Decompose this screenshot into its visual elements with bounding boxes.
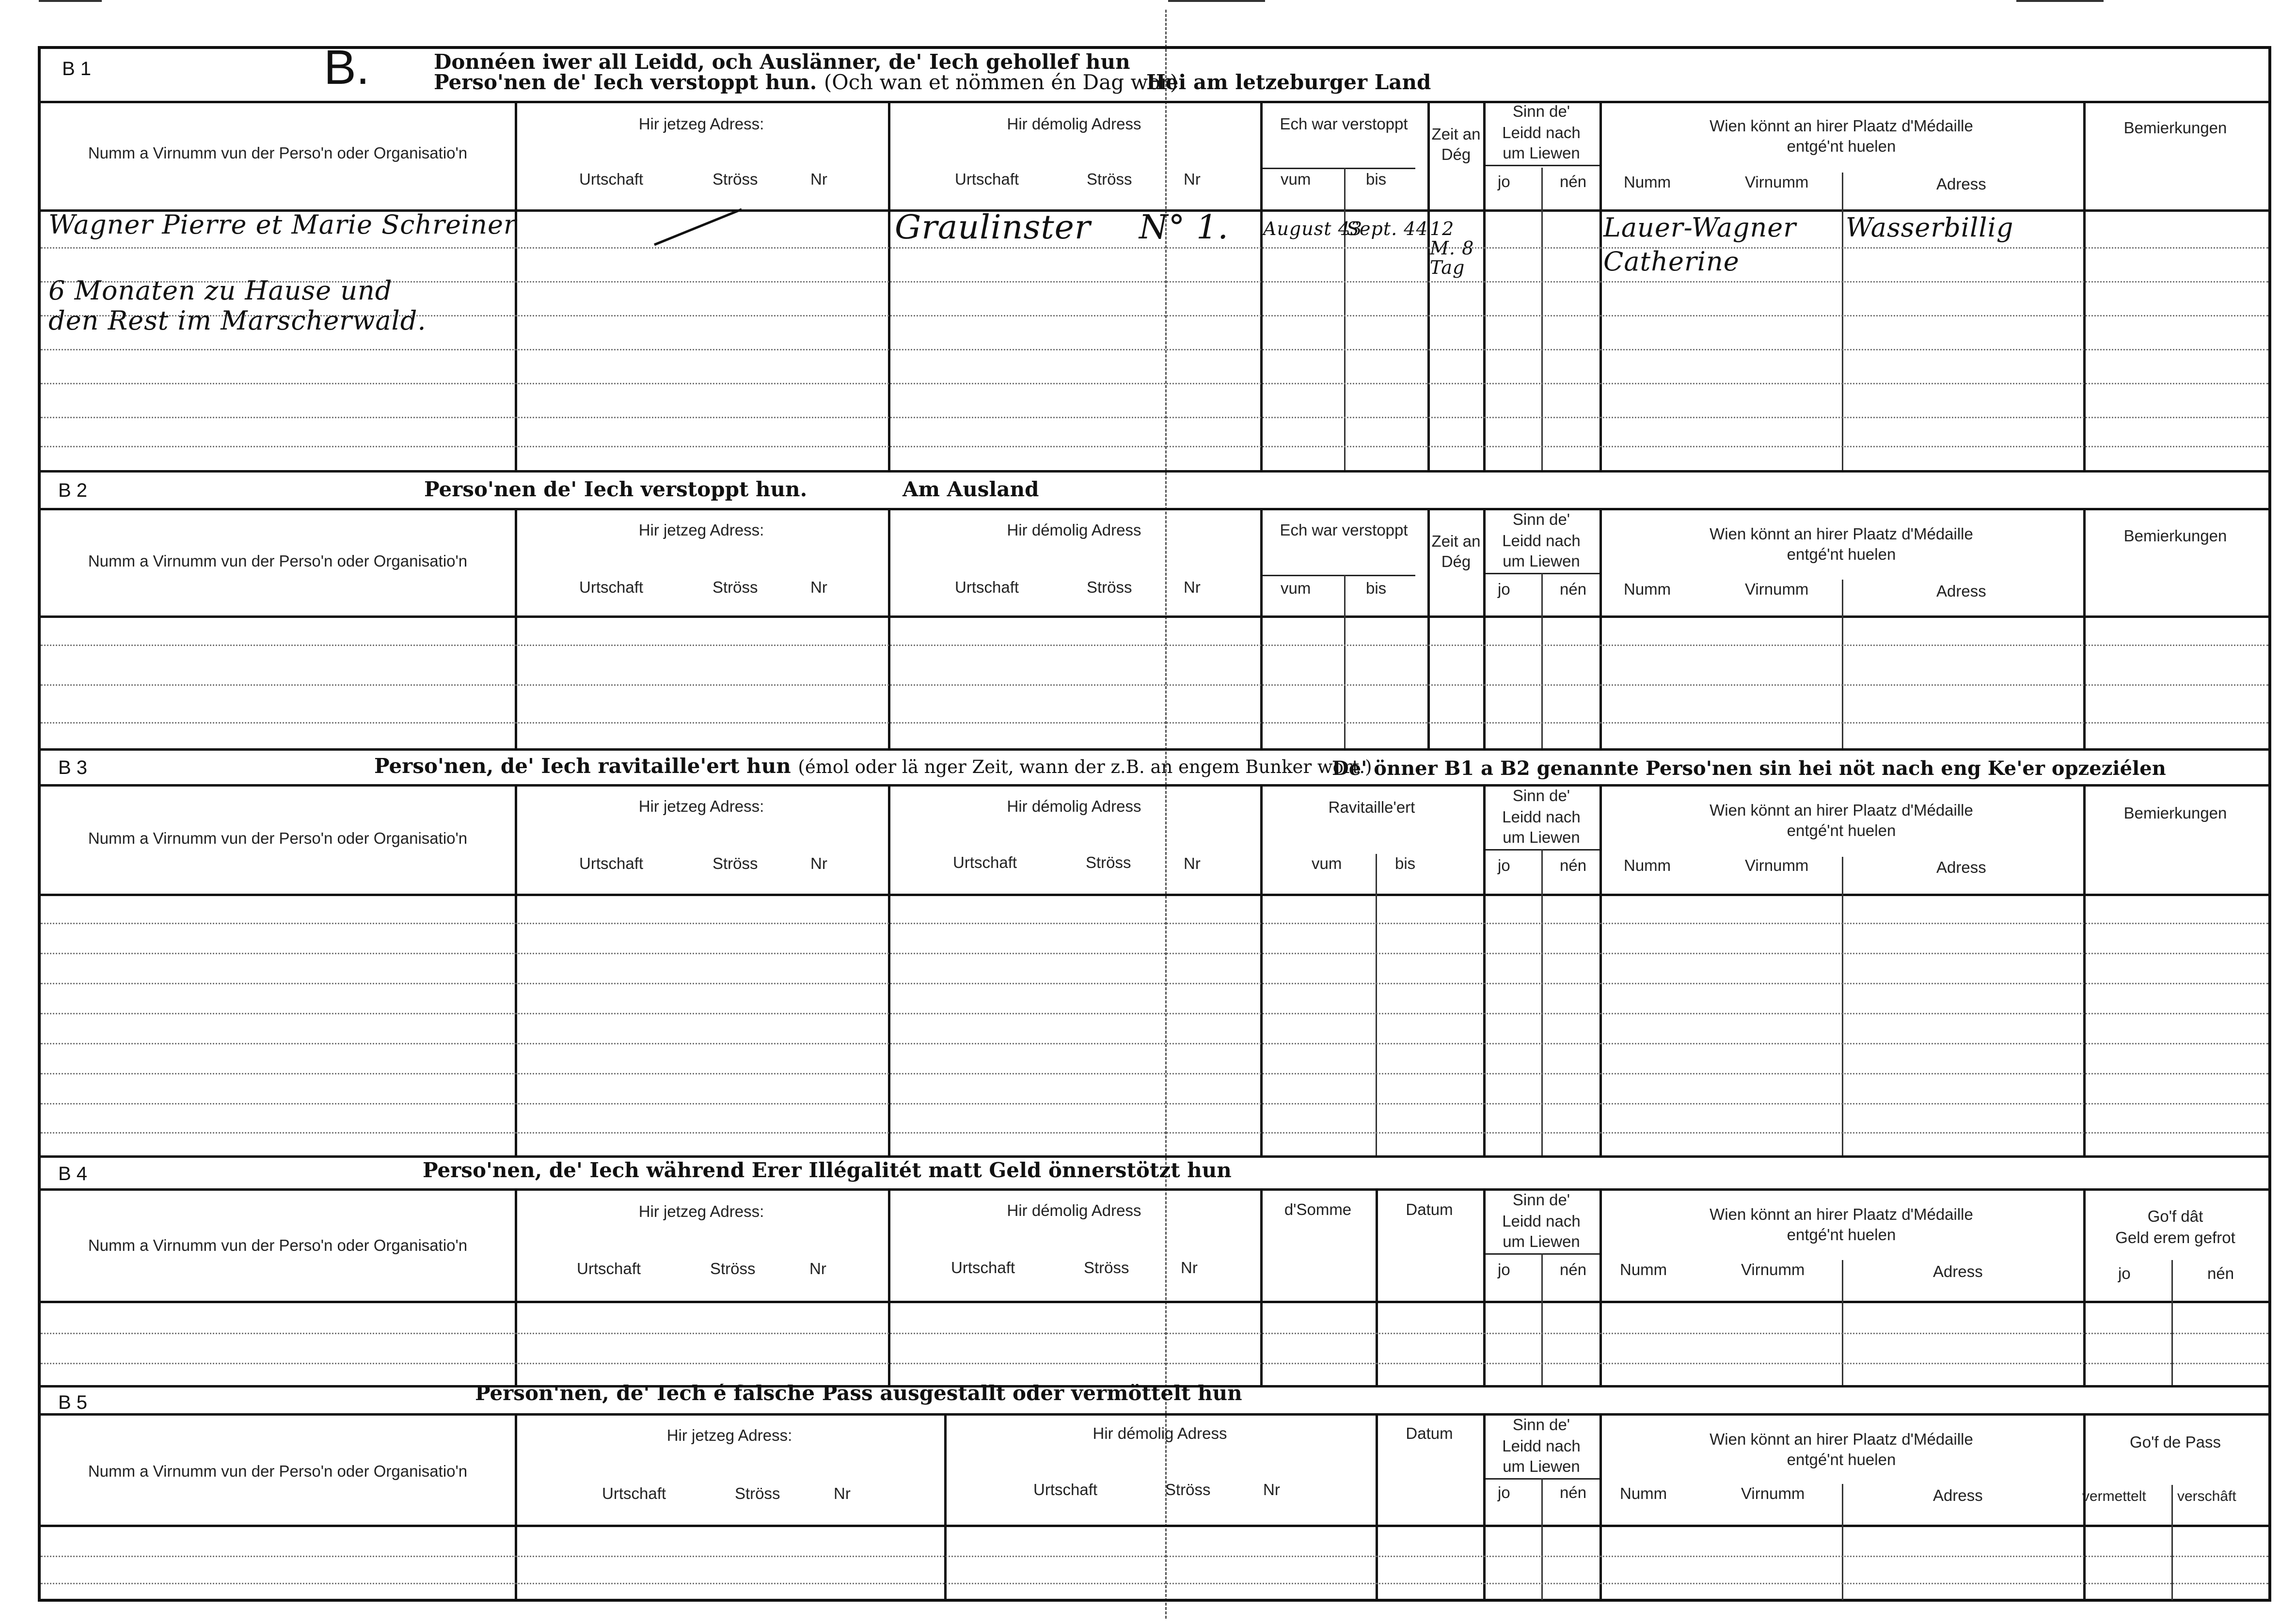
row-line [41, 645, 2268, 646]
col-line [1344, 168, 1346, 470]
col-line [1260, 508, 1263, 748]
number-header: Nr [810, 170, 827, 188]
address-header: Adress [1936, 858, 1986, 876]
yes-header: jo [1498, 580, 1510, 598]
street-header: Ströss [1084, 1259, 1129, 1277]
medal-header-1: Wien könnt an hirer Plaatz d'Médaille [1710, 1430, 1973, 1448]
rule [41, 894, 2268, 896]
col-line [515, 508, 517, 748]
name-header: Numm a Virnumm vun der Perso'n oder Organisatio'n [88, 1236, 468, 1254]
row-line [41, 983, 2268, 984]
alive-header-3: um Liewen [1503, 1457, 1580, 1475]
row-line [41, 383, 2268, 384]
rule [41, 1188, 2268, 1191]
issued-header: vermettelt [2082, 1488, 2146, 1504]
alive-header-1: Sinn de' [1512, 787, 1570, 804]
city-header: Urtschaft [951, 1259, 1015, 1277]
medal-header-2: entgé'nt huelen [1787, 545, 1896, 563]
street-header: Ströss [1087, 170, 1132, 188]
city-header: Urtschaft [955, 578, 1019, 596]
section-title: Perso'nen, de' Iech während Erer Illégalitét matt Geld önnerstötzt hun [423, 1158, 1232, 1182]
section-label: B 4 [58, 1163, 88, 1184]
medal-header-1: Wien könnt an hirer Plaatz d'Médaille [1710, 801, 1973, 819]
handwritten-former-number: N° 1. [1139, 208, 1229, 247]
street-header: Ströss [1086, 853, 1131, 871]
yes-header: jo [1498, 173, 1510, 190]
no-header: nén [2207, 1264, 2234, 1282]
address-header: Adress [1936, 582, 1986, 600]
current-address-header: Hir jetzeg Adress: [666, 1426, 792, 1444]
remarks-header: Bemierkungen [2123, 527, 2227, 545]
number-header: Nr [809, 1260, 826, 1277]
city-header: Urtschaft [579, 854, 644, 872]
street-header: Ströss [1165, 1481, 1211, 1498]
col-line [1376, 854, 1377, 1155]
former-address-header: Hir démolig Adress [1007, 521, 1141, 539]
section-subtitle [434, 70, 1178, 94]
row-line [41, 684, 2268, 686]
to-header: bis [1366, 579, 1387, 597]
handwritten-name: Wagner Pierre et Marie Schreiner [48, 209, 517, 240]
from-header: vum [1281, 579, 1311, 597]
firstname-header: Virnumm [1745, 580, 1809, 598]
row-line [41, 1013, 2268, 1014]
col-line [1541, 168, 1543, 470]
street-header: Ströss [712, 170, 758, 188]
rule [41, 1413, 2268, 1416]
name-header: Numm a Virnumm vun der Perso'n oder Organisatio'n [88, 829, 468, 847]
current-address-header: Hir jetzeg Adress: [638, 797, 764, 815]
edge-mark [39, 0, 102, 2]
col-line [1541, 1478, 1543, 1600]
col-line [515, 101, 517, 470]
row-line [41, 722, 2268, 724]
yes-header: jo [1498, 1261, 1510, 1278]
row-line [41, 1363, 2268, 1364]
row-line [41, 923, 2268, 924]
from-header: vum [1281, 170, 1311, 188]
current-address-header: Hir jetzeg Adress: [638, 1202, 764, 1220]
yes-header: jo [1498, 856, 1510, 874]
date-header: Datum [1406, 1424, 1453, 1442]
rule [41, 508, 2268, 510]
handwritten-days: 12 M. 8 Tag [1430, 218, 1474, 278]
surname-header: Numm [1620, 1484, 1667, 1502]
col-line [2083, 101, 2086, 470]
col-line [888, 508, 890, 748]
sum-header: d'Somme [1284, 1200, 1352, 1218]
street-header: Ströss [1087, 578, 1132, 596]
city-header: Urtschaft [577, 1260, 641, 1277]
col-line [2083, 784, 2086, 1155]
dash-mark [649, 204, 746, 252]
name-header: Numm a Virnumm vun der Perso'n oder Organisatio'n [88, 552, 468, 570]
alive-header-2: Leidd nach [1502, 1212, 1581, 1230]
section-label: B 3 [58, 757, 88, 778]
alive-header-3: um Liewen [1503, 552, 1580, 570]
rule [1260, 575, 1415, 576]
number-header: Nr [1184, 170, 1201, 188]
rule [41, 1525, 2268, 1527]
col-line [1541, 1253, 1543, 1385]
city-header: Urtschaft [955, 170, 1019, 188]
edge-mark [2016, 0, 2104, 2]
rule [41, 101, 2268, 103]
number-header: Nr [834, 1484, 851, 1502]
medal-header-2: entgé'nt huelen [1787, 137, 1896, 155]
handwritten-note: 6 Monaten zu Hause und [48, 275, 393, 306]
row-line [41, 953, 2268, 954]
address-header: Adress [1936, 175, 1986, 193]
medal-header-2: entgé'nt huelen [1787, 821, 1896, 839]
row-line [41, 446, 2268, 447]
city-header: Urtschaft [1033, 1481, 1098, 1498]
section-note: De' önner B1 a B2 genannte Perso'nen sin hei nöt nach eng Ke'er opzeziélen [1332, 757, 2166, 780]
supplied-header: Ravitaille'ert [1328, 798, 1415, 816]
medal-header-1: Wien könnt an hirer Plaatz d'Médaille [1710, 525, 1973, 543]
to-header: bis [1395, 854, 1416, 872]
number-header: Nr [1184, 578, 1201, 596]
handwritten-medal-surname: Lauer-Wagner [1603, 212, 1797, 243]
alive-header-1: Sinn de' [1512, 1191, 1570, 1209]
current-address-header: Hir jetzeg Adress: [638, 115, 764, 133]
title-note: (émol oder lä nger Zeit, wann der z.B. an engem Bunker wort.) [798, 757, 1372, 777]
address-header: Adress [1933, 1262, 1983, 1280]
section-title [374, 754, 1372, 778]
name-header: Numm a Virnumm vun der Perso'n oder Organisatio'n [88, 144, 468, 162]
col-line [1599, 101, 1602, 470]
section-title: Perso'nen de' Iech verstoppt hun. [424, 477, 808, 501]
money-header-1: Go'f dât [2147, 1207, 2203, 1225]
current-address-header: Hir jetzeg Adress: [638, 521, 764, 539]
alive-header-3: um Liewen [1503, 828, 1580, 846]
former-address-header: Hir démolig Adress [1007, 797, 1141, 815]
section-label: B 5 [58, 1392, 88, 1413]
col-line [515, 784, 517, 1155]
form-letter: B. [324, 40, 370, 95]
no-header: nén [1560, 580, 1587, 598]
made-header: verschâft [2177, 1488, 2236, 1504]
medal-header-2: entgé'nt huelen [1787, 1451, 1896, 1468]
time-header: Zeit an Dég [1431, 125, 1481, 163]
address-header: Adress [1933, 1486, 1983, 1504]
handwritten-former-city: Graulinster [895, 208, 1091, 247]
col-line [1842, 857, 1843, 1155]
firstname-header: Virnumm [1745, 173, 1809, 191]
no-header: nén [1560, 856, 1587, 874]
row-line [41, 247, 2268, 249]
row-line [41, 1333, 2268, 1334]
edge-mark [1168, 0, 1265, 2]
col-line [1541, 849, 1543, 1155]
alive-header-2: Leidd nach [1502, 808, 1581, 826]
yes-header: jo [1498, 1483, 1510, 1501]
medal-header-1: Wien könnt an hirer Plaatz d'Médaille [1710, 117, 1973, 135]
no-header: nén [1560, 1483, 1587, 1501]
alive-header-1: Sinn de' [1512, 102, 1570, 120]
surname-header: Numm [1624, 856, 1671, 874]
medal-header-2: entgé'nt huelen [1787, 1226, 1896, 1244]
alive-header-2: Leidd nach [1502, 124, 1581, 142]
col-line [1260, 784, 1263, 1155]
handwritten-medal-address: Wasserbillig [1846, 212, 2014, 243]
hidden-header: Ech war verstoppt [1280, 115, 1408, 133]
surname-header: Numm [1620, 1261, 1667, 1278]
row-line [41, 1132, 2268, 1134]
number-header: Nr [810, 578, 827, 596]
number-header: Nr [1181, 1259, 1198, 1277]
number-header: Nr [810, 854, 827, 872]
no-header: nén [1560, 1261, 1587, 1278]
alive-header-2: Leidd nach [1502, 532, 1581, 550]
subtitle-bold: Perso'nen de' Iech verstoppt hun. [434, 70, 817, 94]
section-title: Person'nen, de' Iech é falsche Pass ausgestallt oder vermöttelt hun [475, 1381, 1242, 1405]
rule [41, 784, 2268, 787]
rule [41, 470, 2268, 473]
surname-header: Numm [1624, 580, 1671, 598]
remarks-header: Bemierkungen [2123, 804, 2227, 822]
city-header: Urtschaft [579, 170, 644, 188]
col-line [888, 101, 890, 470]
row-line [41, 417, 2268, 418]
firstname-header: Virnumm [1741, 1261, 1805, 1278]
pass-header: Go'f de Pass [2130, 1433, 2221, 1451]
former-address-header: Hir démolig Adress [1007, 1201, 1141, 1219]
row-line [41, 1043, 2268, 1044]
street-header: Ströss [735, 1484, 780, 1502]
row-line [41, 1556, 2268, 1557]
yes-header: jo [2118, 1264, 2131, 1282]
title-bold: Perso'nen, de' Iech ravitaille'ert hun [374, 754, 791, 778]
street-header: Ströss [710, 1260, 756, 1277]
from-header: vum [1312, 854, 1342, 872]
section-label: B 2 [58, 480, 88, 501]
city-header: Urtschaft [602, 1484, 666, 1502]
handwritten-from: August 43 [1263, 218, 1362, 239]
rule [1483, 165, 1599, 166]
number-header: Nr [1184, 854, 1201, 872]
number-header: Nr [1263, 1481, 1280, 1498]
street-header: Ströss [712, 578, 758, 596]
row-line [41, 349, 2268, 350]
rule [41, 748, 2268, 751]
alive-header-2: Leidd nach [1502, 1437, 1581, 1455]
col-line [1842, 1260, 1843, 1385]
no-header: nén [1560, 173, 1587, 190]
handwritten-medal-firstname: Catherine [1603, 246, 1740, 277]
alive-header-1: Sinn de' [1512, 510, 1570, 528]
subtitle-note: (Och wan et nömmen én Dag wor) [823, 70, 1178, 94]
col-line [1599, 508, 1602, 748]
alive-header-3: um Liewen [1503, 144, 1580, 162]
firstname-header: Virnumm [1741, 1484, 1805, 1502]
rule [41, 1301, 2268, 1303]
handwritten-to: Sept. 44 [1346, 218, 1428, 239]
col-line [888, 784, 890, 1155]
money-header-2: Geld erem gefrot [2115, 1229, 2235, 1246]
hidden-header: Ech war verstoppt [1280, 521, 1408, 539]
former-address-header: Hir démolig Adress [1092, 1424, 1227, 1442]
alive-header-1: Sinn de' [1512, 1416, 1570, 1434]
col-line [2171, 1260, 2173, 1385]
name-header: Numm a Virnumm vun der Perso'n oder Organisatio'n [88, 1462, 468, 1480]
date-header: Datum [1406, 1200, 1453, 1218]
city-header: Urtschaft [579, 578, 644, 596]
rule [1260, 168, 1415, 169]
rule [41, 615, 2268, 618]
col-line [1260, 101, 1263, 470]
row-line [41, 1073, 2268, 1074]
section-label: B 1 [62, 58, 92, 79]
row-line [41, 1103, 2268, 1104]
col-line [1842, 173, 1843, 470]
handwritten-note: den Rest im Marscherwald. [48, 305, 427, 336]
former-address-header: Hir démolig Adress [1007, 115, 1141, 133]
medal-header-1: Wien könnt an hirer Plaatz d'Médaille [1710, 1205, 1973, 1223]
surname-header: Numm [1624, 173, 1671, 191]
alive-header-3: um Liewen [1503, 1232, 1580, 1250]
city-header: Urtschaft [953, 853, 1017, 871]
time-header: Zeit an Dég [1431, 532, 1481, 570]
section-title: Donnéen iwer all Leidd, och Auslänner, de' Iech gehollef hun [434, 50, 1130, 74]
rule [41, 1155, 2268, 1158]
section-region: Hei am letzeburger Land [1146, 70, 1431, 94]
remarks-header: Bemierkungen [2123, 119, 2227, 137]
street-header: Ströss [712, 854, 758, 872]
row-line [41, 1583, 2268, 1584]
section-region: Am Ausland [902, 477, 1039, 501]
firstname-header: Virnumm [1745, 856, 1809, 874]
to-header: bis [1366, 170, 1387, 188]
